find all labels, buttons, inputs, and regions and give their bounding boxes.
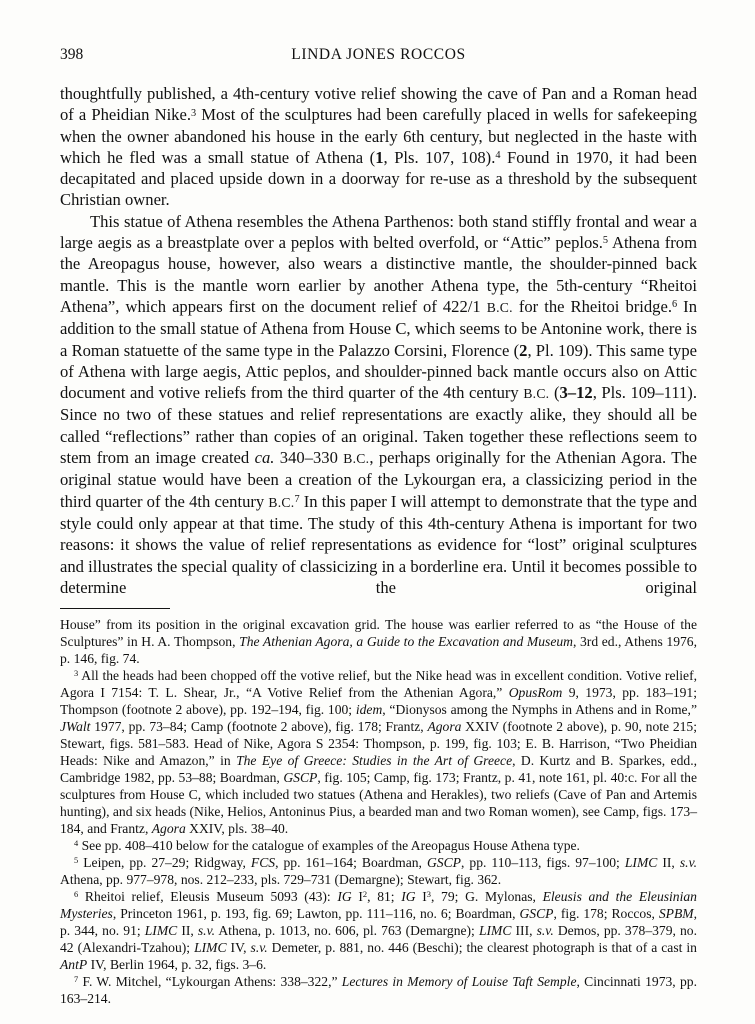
footnote: $^3$ All the heads had been chopped off the votive relief, but the Nike head was in excellent condition. Votive relief, Agora I 7154: T. L. Shear, Jr., “A Votive Relief from the Athenian Agora,” OpusRom 9, 1973, pp. 183–191; Thompson (footnote 2 above), pp. 192–194, fig. 100; idem, “Dionysos among the Nymphs in Athens and in Rome,” JWalt 1977, pp. 73–84; Camp (footnote 2 above), fig. 178; Frantz, Agora XXIV (footnote 2 above), p. 90, note 215; Stewart, figs. 581–583. Head of Nike, Agora S 2354: Thompson, p. 199, fig. 103; E. B. Harrison, “Two Pheidian Heads: Nike and Amazon,” in The Eye of Greece: Studies in the Art of Greece, D. Kurtz and B. Sparkes, edd., Cambridge 1982, pp. 53–88; Boardman, GSCP, fig. 105; Camp, fig. 173; Frantz, p. 41, note 161, pl. 40:c. For all the sculptures from House C, which included two statues (Athena and Herakles), two reliefs (Cave of Pan and Artemis hunting), and six heads (Nike, Helios, Antoninus Pius, a bearded man and two Roman women), see Camp, figs. 173–184, and Frantz, Agora XXIV, pls. 38–40.: [60, 668, 697, 837]
running-head: LINDA JONES ROCCOS: [291, 46, 466, 63]
body-paragraph: thoughtfully published, a 4th-century votive relief showing the cave of Pan and a Roman head of a Pheidian Nike.$^3$ Most of the sculptures had been carefully placed in wells for safekeeping when the owner abandoned his house in the early 6th century, but neglected in the haste with which he fled was a small statue of Athena (1, Pls. 107, 108).$^4$ Found in 1970, it had been decapitated and placed upside down in a doorway for re-use as a threshold by the subsequent Christian owner.: [60, 84, 697, 210]
footnote: $^6$ Rheitoi relief, Eleusis Museum 5093 (43): IG $I^2$, 81; IG $I^3$, 79; G. Mylonas, Eleusis and the Eleusinian Mysteries, Princeton 1961, p. 193, fig. 69; Lawton, pp. 111–116, no. 6; Boardman, GSCP, fig. 178; Roccos, SPBM, p. 344, no. 91; LIMC II, s.v. Athena, p. 1013, no. 606, pl. 763 (Demargne); LIMC III, s.v. Demos, pp. 378–379, no. 42 (Alexandri-Tzahou); LIMC IV, s.v. Demeter, p. 881, no. 446 (Beschi); the clearest photograph is that of a cast in AntP IV, Berlin 1964, p. 32, figs. 3–6.: [60, 889, 698, 973]
footnote: $^5$ Leipen, pp. 27–29; Ridgway, FCS, pp. 161–164; Boardman, GSCP, pp. 110–113, figs. 97–100; LIMC II, s.v. Athena, pp. 977–978, nos. 212–233, pls. 729–731 (Demargne); Stewart, fig. 362.: [60, 855, 697, 888]
footnote: $^4$ See pp. 408–410 below for the catalogue of examples of the Areopagus House Athena type.: [74, 838, 580, 854]
footnotes: [60, 616, 697, 1007]
page-header: [60, 46, 697, 66]
footnote-separator: [60, 608, 170, 609]
footnote: $^7$ F. W. Mitchel, “Lykourgan Athens: 338–322,” Lectures in Memory of Louise Taft Semple, Cincinnati 1973, pp. 163–214.: [60, 974, 697, 1007]
footnote: House” from its position in the original excavation grid. The house was earlier referred to as “the House of the Sculptures” in H. A. Thompson, The Athenian Agora, a Guide to the Excavation and Museum, 3rd ed., Athens 1976, p. 146, fig. 74.: [60, 617, 697, 667]
body-paragraph: This statue of Athena resembles the Athena Parthenos: both stand stiffly frontal and wear a large aegis as a breastplate over a peplos with belted overfold, or “Attic” peplos.$^5$ Athena from the Areopagus house, however, also wears a distinctive mantle, the shoulder-pinned back mantle. This is the mantle worn earlier by another Athena type, the 5th-century “Rheitoi Athena”, which appears first on the document relief of 422/1 B.C. for the Rheitoi bridge.$^6$ In addition to the small statue of Athena from House C, which seems to be Antonine work, there is a Roman statuette of the same type in the Palazzo Corsini, Florence (2, Pl. 109). This same type of Athena with large aegis, Attic peplos, and shoulder-pinned back mantle occurs also on Attic document and votive reliefs from the third quarter of the 4th century B.C. (3–12, Pls. 109–111). Since no two of these statues and relief representations are exactly alike, they should all be called “reflections” rather than copies of an original. Taken together these reflections seem to stem from an image created ca. 340–330 B.C., perhaps originally for the Athenian Agora. The original statue would have been a creation of the Lykourgan era, a classicizing period in the third quarter of the 4th century B.C.$^7$ In this paper I will attempt to demonstrate that the type and style could only appear at that time. The study of this 4th-century Athena is important for two reasons: it shows the value of relief representations as evidence for “lost” original sculptures and illustrates the special quality of classicizing in a borderline era. Until it becomes possible to determine the original: [60, 211, 698, 597]
page-number: 398: [60, 46, 84, 63]
article-body: [60, 83, 697, 598]
